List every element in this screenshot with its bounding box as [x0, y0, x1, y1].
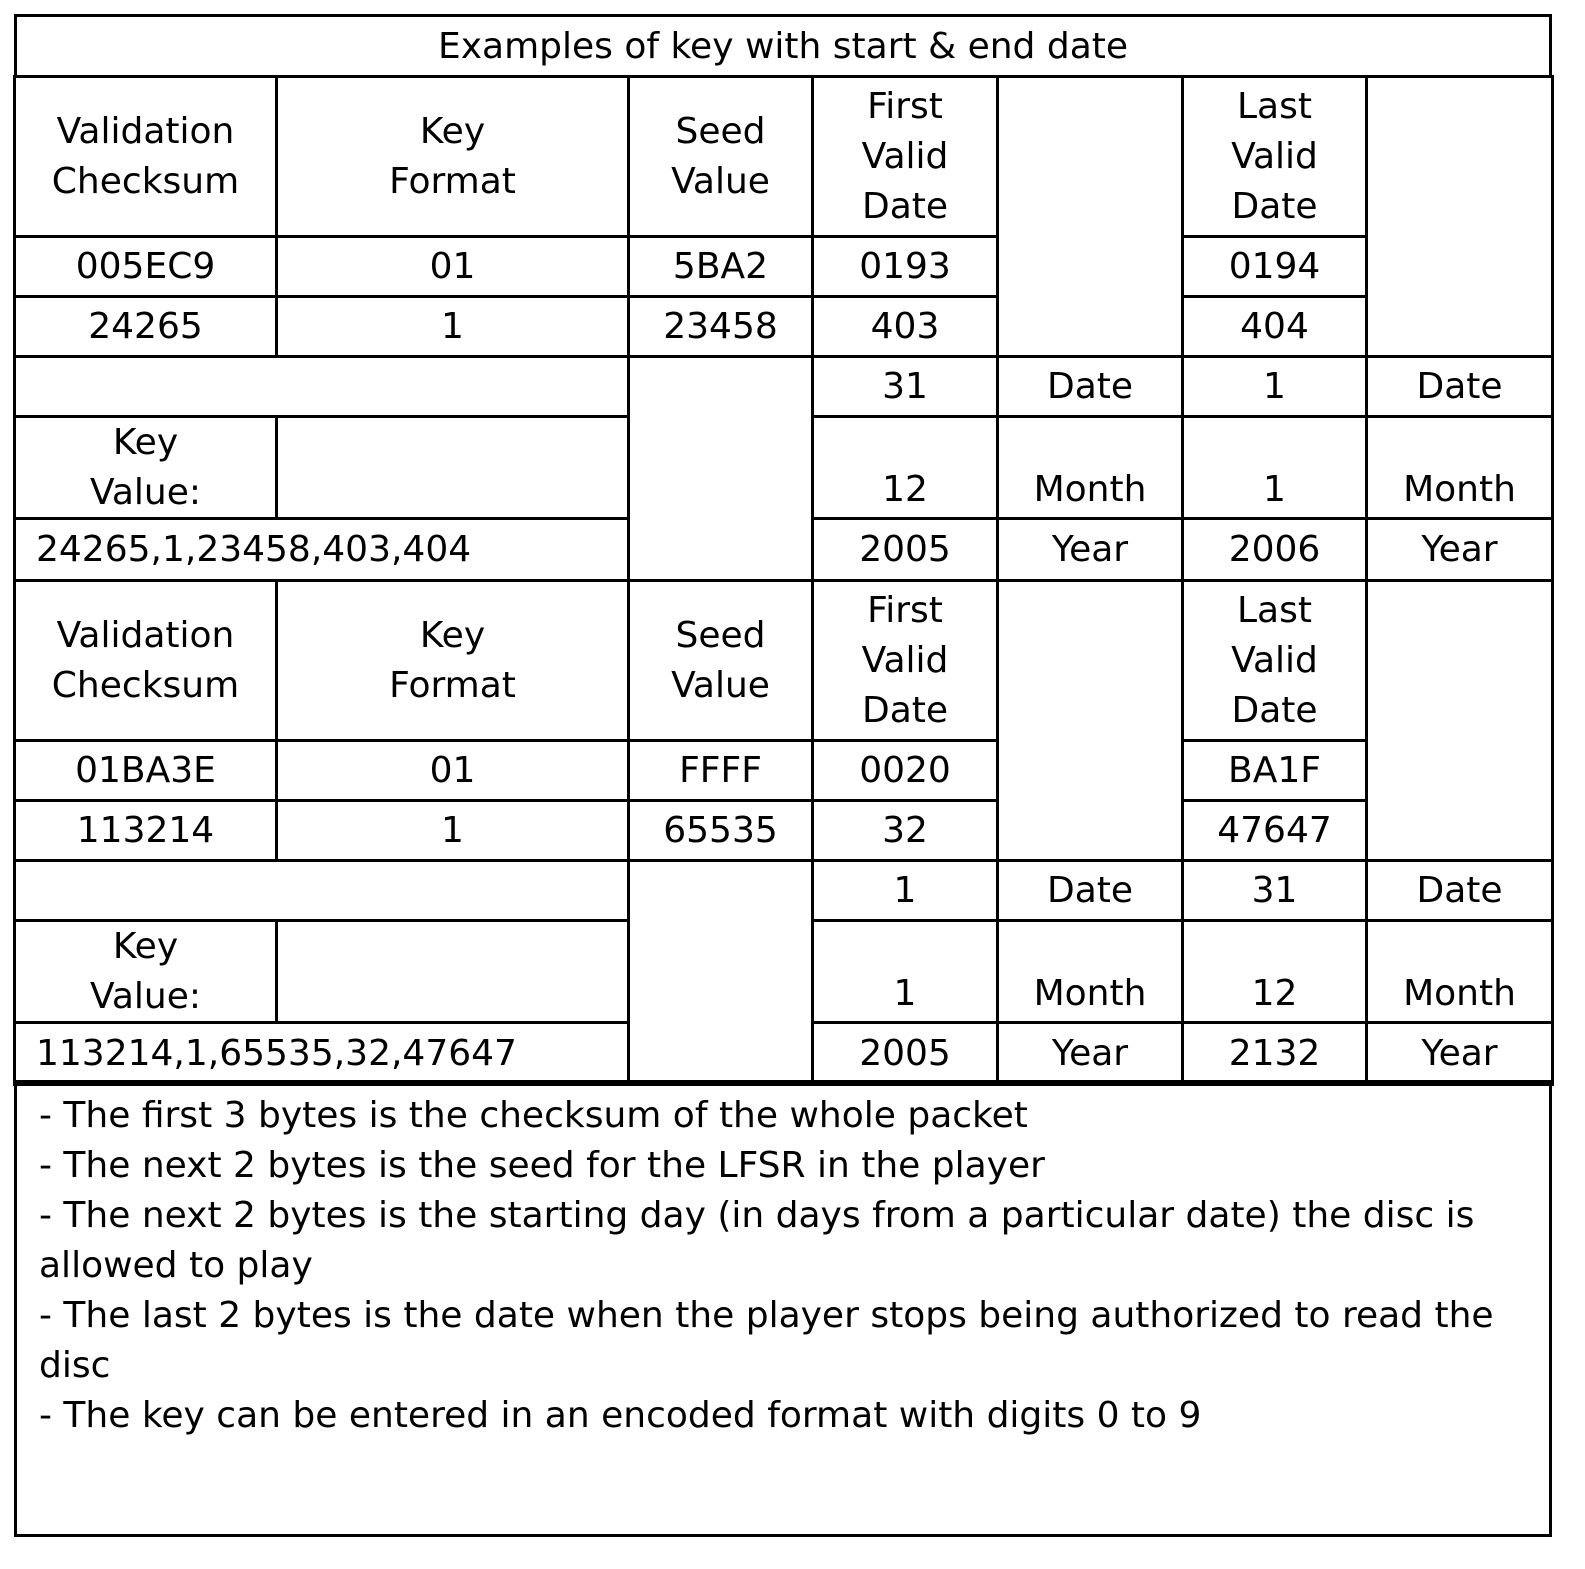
note-line: - The next 2 bytes is the starting day (in days from a particular date) the disc is allowed to play [39, 1191, 1529, 1291]
date-label: Date [1365, 859, 1554, 922]
note-line: - The key can be entered in an encoded format with digits 0 to 9 [39, 1391, 1529, 1441]
header-last-valid-date: Last Valid Date [1181, 75, 1368, 238]
header-key-format: Key Format [275, 579, 630, 742]
blank-cell [1365, 75, 1554, 358]
month-label: Month [996, 415, 1184, 520]
last-date-hex: 0194 [1181, 235, 1368, 298]
key-value-label: Key Value: [13, 415, 278, 520]
note-line: - The first 3 bytes is the checksum of the whole packet [39, 1091, 1529, 1141]
seed-dec: 65535 [627, 799, 814, 862]
date-label: Date [996, 355, 1184, 418]
blank-cell [275, 415, 630, 520]
year-label: Year [996, 1021, 1184, 1086]
first-year: 2005 [811, 517, 999, 582]
seed-dec: 23458 [627, 295, 814, 358]
checksum-hex: 005EC9 [13, 235, 278, 298]
header-validation-checksum: Validation Checksum [13, 579, 278, 742]
date-label: Date [1365, 355, 1554, 418]
last-day: 1 [1181, 355, 1368, 418]
notes-section [14, 1080, 1552, 1537]
last-month: 12 [1181, 919, 1368, 1024]
year-label: Year [1365, 1021, 1554, 1086]
blank-cell [627, 859, 814, 1086]
last-year: 2132 [1181, 1021, 1368, 1086]
year-label: Year [996, 517, 1184, 582]
format-hex: 01 [275, 739, 630, 802]
first-day: 31 [811, 355, 999, 418]
header-seed-value: Seed Value [627, 75, 814, 238]
first-date-dec: 403 [811, 295, 999, 358]
format-dec: 1 [275, 295, 630, 358]
first-month: 1 [811, 919, 999, 1024]
first-date-hex: 0193 [811, 235, 999, 298]
last-date-hex: BA1F [1181, 739, 1368, 802]
date-label: Date [996, 859, 1184, 922]
month-label: Month [996, 919, 1184, 1024]
last-day: 31 [1181, 859, 1368, 922]
checksum-dec: 113214 [13, 799, 278, 862]
blank-cell [996, 579, 1184, 862]
checksum-hex: 01BA3E [13, 739, 278, 802]
first-day: 1 [811, 859, 999, 922]
year-label: Year [1365, 517, 1554, 582]
header-seed-value: Seed Value [627, 579, 814, 742]
last-date-dec: 404 [1181, 295, 1368, 358]
table-title: Examples of key with start & end date [14, 14, 1552, 78]
header-key-format: Key Format [275, 75, 630, 238]
last-date-dec: 47647 [1181, 799, 1368, 862]
note-line: - The next 2 bytes is the seed for the LFSR in the player [39, 1141, 1529, 1191]
blank-cell [996, 75, 1184, 358]
first-year: 2005 [811, 1021, 999, 1086]
first-date-dec: 32 [811, 799, 999, 862]
month-label: Month [1365, 415, 1554, 520]
seed-hex: FFFF [627, 739, 814, 802]
header-first-valid-date: First Valid Date [811, 75, 999, 238]
blank-cell [275, 919, 630, 1024]
format-dec: 1 [275, 799, 630, 862]
header-last-valid-date: Last Valid Date [1181, 579, 1368, 742]
format-hex: 01 [275, 235, 630, 298]
key-value: 113214,1,65535,32,47647 [13, 1021, 630, 1086]
key-value-label: Key Value: [13, 919, 278, 1024]
checksum-dec: 24265 [13, 295, 278, 358]
key-value: 24265,1,23458,403,404 [13, 517, 630, 582]
blank-cell [1365, 579, 1554, 862]
blank-cell [627, 355, 814, 582]
first-date-hex: 0020 [811, 739, 999, 802]
month-label: Month [1365, 919, 1554, 1024]
last-year: 2006 [1181, 517, 1368, 582]
seed-hex: 5BA2 [627, 235, 814, 298]
header-validation-checksum: Validation Checksum [13, 75, 278, 238]
blank-cell [13, 355, 630, 418]
header-first-valid-date: First Valid Date [811, 579, 999, 742]
last-month: 1 [1181, 415, 1368, 520]
note-line: - The last 2 bytes is the date when the player stops being authorized to read the disc [39, 1291, 1529, 1391]
blank-cell [13, 859, 630, 922]
first-month: 12 [811, 415, 999, 520]
